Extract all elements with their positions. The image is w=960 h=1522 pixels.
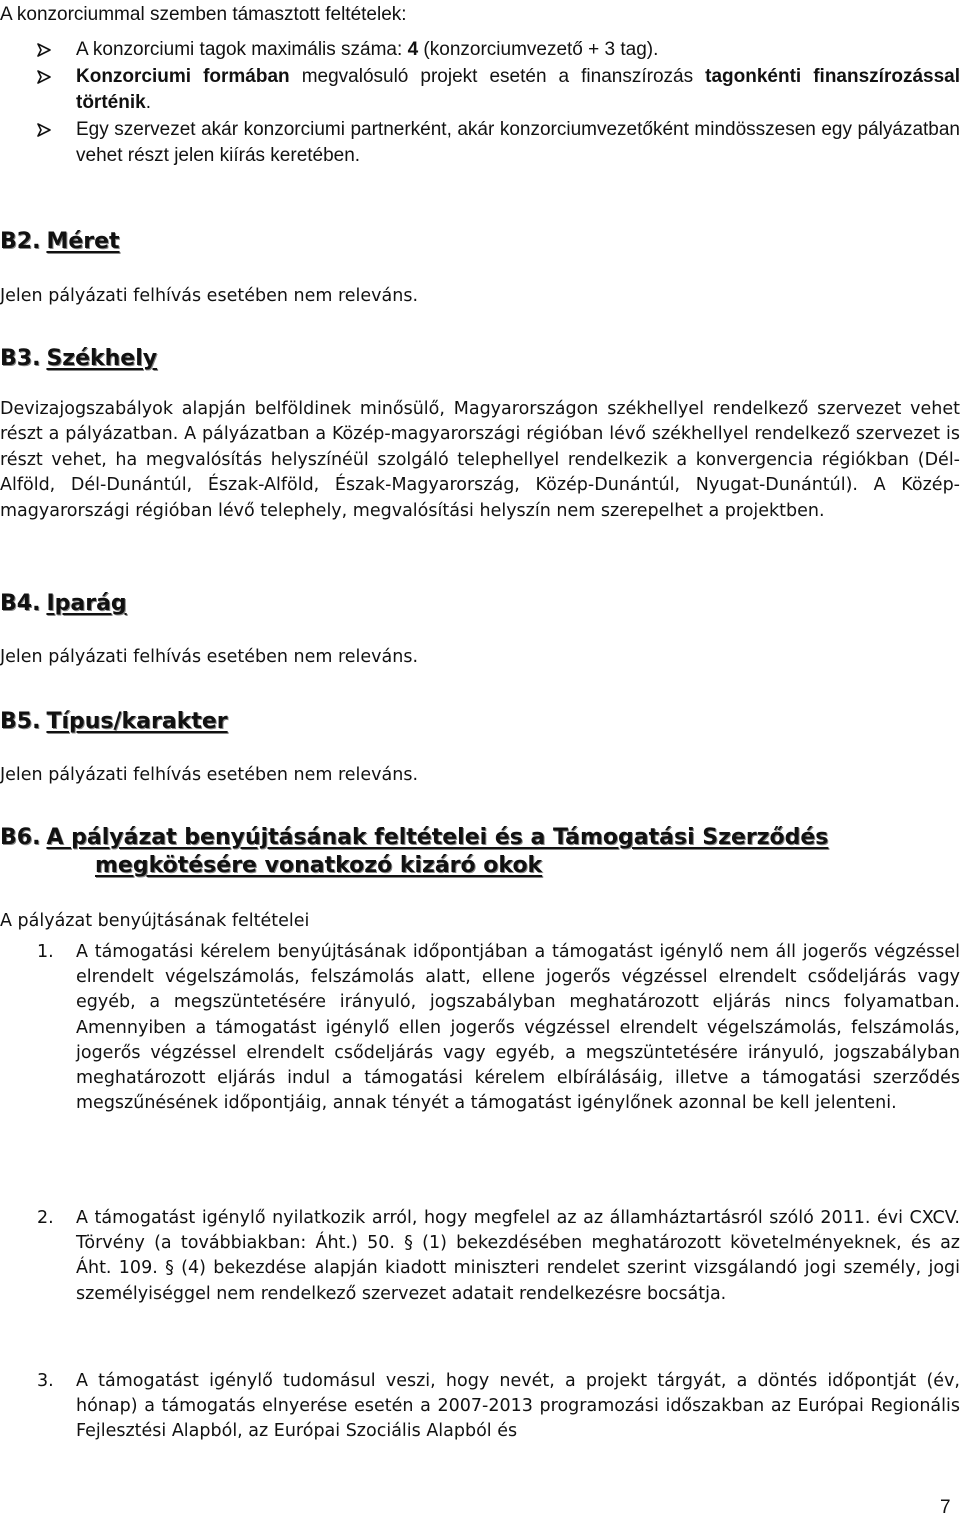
section-body-b2: Jelen pályázati felhívás esetében nem releváns. — [0, 286, 419, 306]
arrow-bullet-icon — [37, 64, 51, 90]
bullet-item: Konzorciumi formában megvalósuló projekt esetén a finanszírozás tagonkénti finanszírozással történik. — [0, 64, 960, 117]
section-heading-b4: B4. Iparág — [0, 591, 127, 616]
section-heading-b3: B3. Székhely — [0, 346, 158, 371]
section-heading-b6: B6. A pályázat benyújtásának feltételei és a Támogatási Szerződés megkötésére vonatkozó kizáró okok — [0, 825, 829, 878]
section-body-b5: Jelen pályázati felhívás esetében nem releváns. — [0, 765, 419, 785]
arrow-bullet-icon — [37, 117, 51, 143]
numbered-list — [0, 940, 960, 1116]
numbered-list — [0, 1206, 960, 1307]
page-number: 7 — [940, 1497, 951, 1518]
bullet-item: Egy szervezet akár konzorciumi partnerként, akár konzorciumvezetőként mindösszesen egy pályázatban vehet részt jelen kiírás keretében. — [0, 117, 960, 170]
arrow-bullet-icon — [37, 37, 51, 63]
section-body-b4: Jelen pályázati felhívás esetében nem releváns. — [0, 647, 419, 667]
intro-text: A konzorciummal szemben támasztott feltételek: — [0, 4, 407, 25]
section-heading-b2: B2. Méret — [0, 229, 120, 254]
list-item: 2. A támogatást igénylő nyilatkozik arról, hogy megfelel az az államháztartásról szóló 2011. évi CXCV. Törvény (a továbbiakban: Áht.) 50. § (1) bekezdésében meghatározott követelményeknek, és az Áht. 109. § (4) bekezdése alapján kiadott miniszteri rendelet szerint vizsgálandó jogi személy, jogi személyiséggel nem rendelkező szervezet adatait rendelkezésre bocsátja. — [37, 1208, 960, 1304]
bullet-item: A konzorciumi tagok maximális száma: 4 (konzorciumvezető + 3 tag). — [0, 37, 960, 64]
list-item: 3. A támogatást igénylő tudomásul veszi, hogy nevét, a projekt tárgyát, a döntés időpontját (év, hónap) a támogatás elnyerése esetén a 2007-2013 programozási időszakban az Európai Regionális Fejlesztési Alapból, az Európai Szociális Alapból és — [37, 1371, 960, 1442]
list-item: 1. A támogatási kérelem benyújtásának időpontjában a támogatást igénylő nem áll jogerős végzéssel elrendelt végelszámolás, felszámolás alatt, ellene jogerős végzéssel elrendelt csődeljárás vagy egyéb, a megszüntetésére irányuló, jogszabályban meghatározott eljárás nincs folyamatban. Amennyiben a támogatást igénylő ellen jogerős végzéssel elrendelt végelszámolás, felszámolás, jogerős végzéssel elrendelt csődeljárás vagy egyéb, a megszüntetésére irányuló, jogszabályban meghatározott eljárás indul a támogatási kérelem elbírálásáig, illetve a támogatási szerződés megszűnésének időpontjáig, annak tényét a támogatást igénylőnek azonnal be kell jelenteni. — [37, 942, 960, 1114]
section-heading-b5: B5. Típus/karakter — [0, 709, 228, 734]
section-body-b3: Devizajogszabályok alapján belföldinek minősülő, Magyarországon székhellyel rendelkező szervezet vehet részt a pályázatban. A pályázatban a Közép-magyarországi régióban lévő székhellyel rendelkező szervezet is részt vehet, ha megvalósítás helyszínéül szolgáló telephellyel rendelkezik a konvergencia régiókban (Dél-Alföld, Dél-Dunántúl, Észak-Alföld, Észak-Magyarország, Közép-Dunántúl, Nyugat-Dunántúl). A Közép-magyarországi régióban lévő telephely, megvalósítási helyszín nem szerepelhet a projektben. — [0, 399, 960, 521]
bullet-list — [0, 37, 960, 170]
numbered-list — [0, 1369, 960, 1445]
section-subheading-b6: A pályázat benyújtásának feltételei — [0, 911, 310, 931]
